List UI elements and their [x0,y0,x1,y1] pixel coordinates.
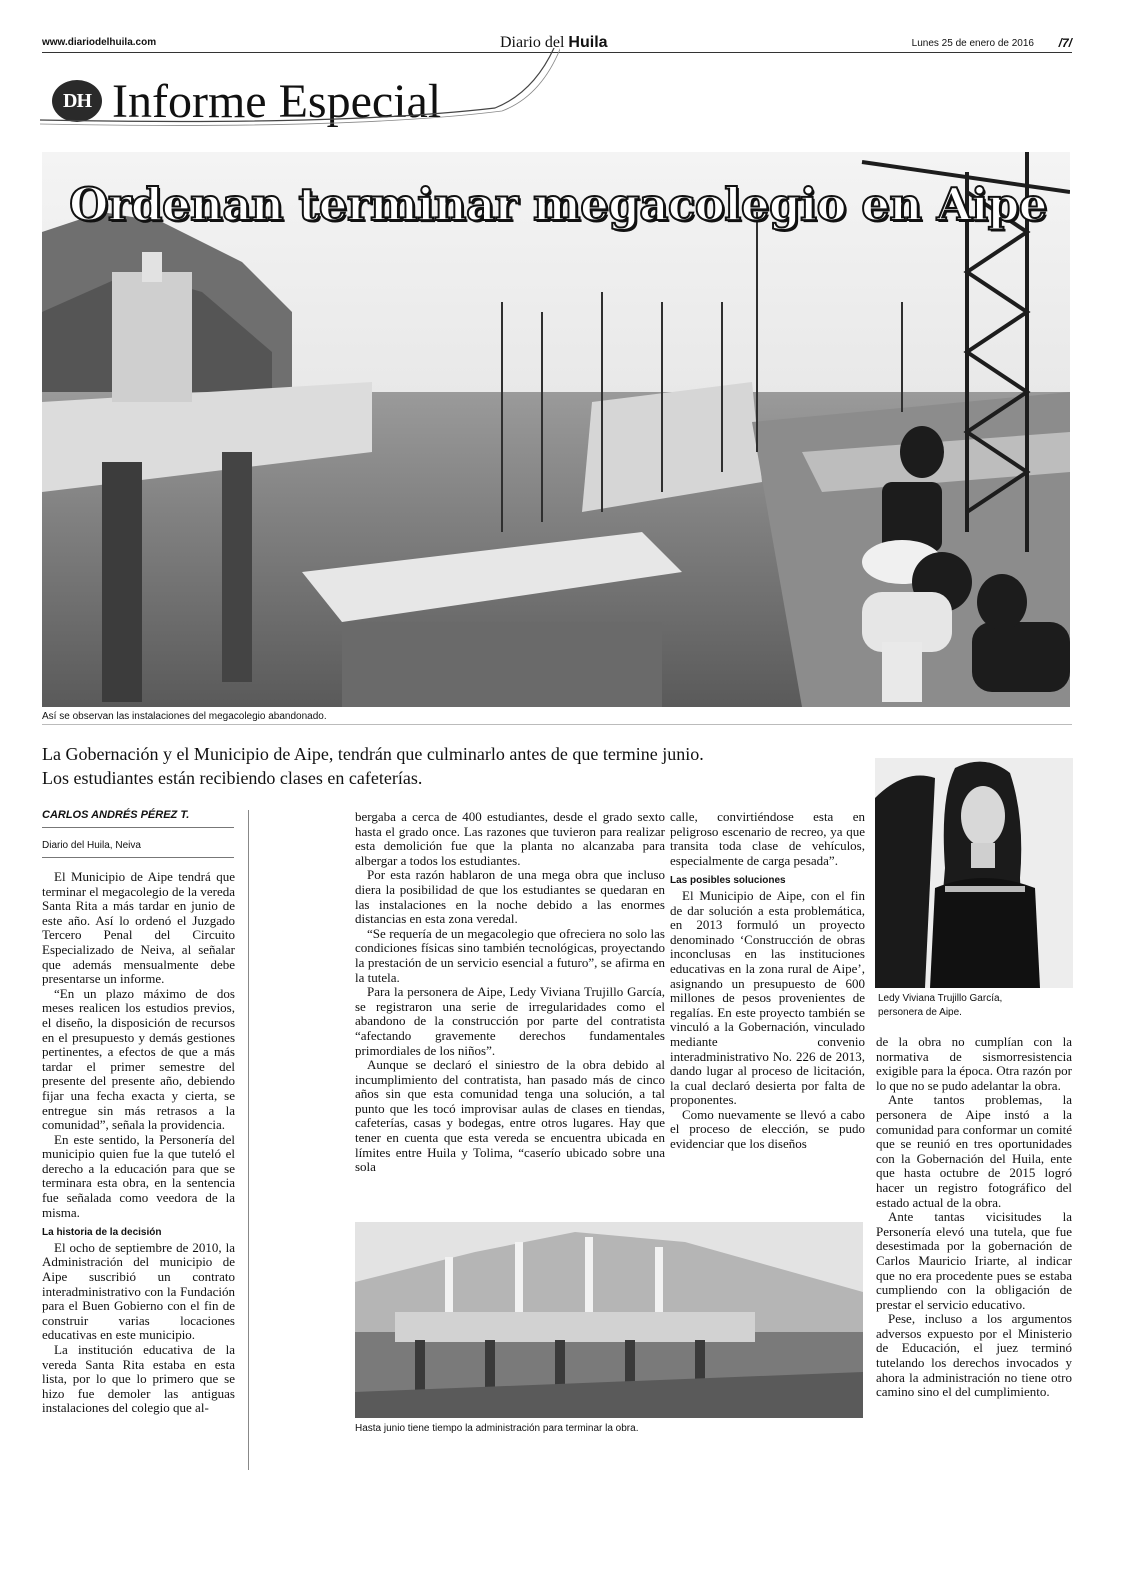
subhead-history: La historia de la decisión [42,1227,162,1239]
author-name: CARLOS ANDRÉS PÉREZ T. [42,809,234,828]
paragraph: Por esta razón hablaron de una mega obra que incluso diera la posibilidad de que los estudiantes se quedaran en las instalaciones en la noche debido a las enormes distancias en esta zona veredal. [355,867,665,927]
hero-photo-caption: Así se observan las instalaciones del megacolegio abandonado. [42,711,327,722]
portrait-illustration [875,758,1073,988]
paragraph: En este sentido, la Personería del municipio quien fue la que tuteló el derecho a la educación para que se terminara esta obra, en la sentencia fue señalada como veedora de la misma. [42,1131,235,1220]
article-column-1 [42,870,235,1416]
paragraph: El ocho de septiembre de 2010, la Administración del municipio de Aipe suscribió un contrato interadministrativo con la Fundación para el Buen Gobierno con el fin de construir varias locaciones educativas en este municipio. [42,1239,235,1343]
dateline: Diario del Huila, Neiva [42,840,234,858]
deck-line-1: La Gobernación y el Municipio de Aipe, tendrán que culminarlo antes de que termine junio. [42,744,704,764]
paragraph: Como nuevamente se llevó a cabo el proceso de elección, se pudo evidenciar que los diseños [670,1106,865,1152]
secondary-photo-caption: Hasta junio tiene tiempo la administración para terminar la obra. [355,1423,639,1434]
paragraph: El Municipio de Aipe, con el fin de dar solución a esta problemática, en 2013 formuló un proyecto denominado ‘Construcción de obras inconclusas en las instituciones educativas en la zona rural de Aipe’, asignando un presupuesto de 600 millones de pesos provenientes de regalías. En este proyecto también se vinculó a la Gobernación, vinculado mediante convenio interadministrativo No. 226 de 2013, dando lugar al proceso de licitación, la cual declaró desierta por falta de proponentes. [670,887,865,1108]
section-swoosh-decoration [40,48,560,138]
page-number: /7/ [1058,36,1072,50]
paragraph: Ante tantas vicisitudes la Personería elevó una tutela, que fue desestimada por la gobernación de Carlos Mauricio Iriarte, al indicar que no era procedente pues se estaba cumpliendo con la obligación de prestar el servicio educativo. [876,1209,1072,1312]
portrait-photo [875,758,1073,988]
caption-rule [42,724,1072,725]
portrait-caption-role: personera de Aipe. [878,1007,962,1018]
paragraph: La institución educativa de la vereda Santa Rita estaba en esta lista, por lo que lo primero que se hizo fue demoler las antiguas instalaciones del colegio que al- [42,1342,235,1416]
paragraph: calle, convirtiéndose esta en peligroso escenario de recreo, ya que transita toda clase de vehículos, especialmente de carga pesada”. [670,809,865,868]
hero-photo-construction-site [42,152,1070,707]
secondary-photo-structure [355,1222,863,1418]
structure-illustration [355,1222,863,1418]
paragraph: “Se requería de un megacolegio que ofreciera no solo las condiciones físicas sino también tecnológicas, proyectando la prestación de un servicio esencial a futuro”, se afirma en la tutela. [355,925,665,985]
issue-date: Lunes 25 de enero de 2016 [911,38,1034,49]
paragraph: Para la personera de Aipe, Ledy Viviana Trujillo García, se registraron una serie de irregularidades como el abandono de la construcción por parte del contratista “afectando gravemente derechos fundamentales primordiales de los niños”. [355,984,665,1058]
portrait-caption [878,992,1068,1020]
paragraph: bergaba a cerca de 400 estudiantes, desde el grado sexto hasta el grado once. Las razones que tuvieron para realizar esta demolición fue que la planta no alcanzaba para albergar a todos los estudiantes. [355,809,665,868]
portrait-caption-name: Ledy Viviana Trujillo García, [878,993,1003,1004]
paragraph: Aunque se declaró el siniestro de la obra debido al incumplimiento del contratista, han pasado más de cinco años sin que esta comunidad tenga una solución, a tal punto que les tocó improvisar aulas de clases en tiendas, cafeterías, casas y bodegas, entre otros lugares. Hay que tener en cuenta que esta vereda se encuentra ubicada en límites entre Huila y Tolima, “caserío ubicado sobre una sola [355,1057,665,1175]
website-url: www.diariodelhuila.com [42,37,157,48]
article-column-2 [355,810,665,1175]
paragraph: “En un plazo máximo de dos meses realicen los estudios previos, el diseño, la disposición de recursos en el presupuesto y demás gestiones pertinentes, a efectos de que a más tardar el primer semestre del presente del presente año, debiendo fijar una fecha exacta y cierta, se entregue sin más retrasos a la comunidad”, señala la providencia. [42,985,235,1133]
masthead-huila: Huila [568,34,608,51]
article-column-3 [670,810,865,1152]
article-headline: Ordenan terminar megacolegio en Aipe [69,178,1047,231]
masthead-diario: Diario del [500,34,569,51]
deck-line-2: Los estudiantes están recibiendo clases en cafeterías. [42,768,423,788]
section-title: Informe Especial [112,75,442,128]
article-column-4 [876,1035,1072,1400]
paragraph: Ante tantos problemas, la personera de Aipe instó a la comunidad para conformar un comité que se reunió en tres oportunidades con la Gobernación del Huila, ente que hasta octubre de 2015 logró hacer un registro fotográfico del estado actual de la obra. [876,1092,1072,1210]
article-deck [42,742,862,790]
paragraph: El Municipio de Aipe tendrá que terminar el megacolegio de la vereda Santa Rita a más tardar en junio de este año. Así lo ordenó el Juzgado Tercero Penal del Circuito Especializado de Neiva, al señalar que además mensualmente debe presentarse un informe. [42,869,235,987]
subhead-solutions: Las posibles soluciones [670,875,786,887]
paragraph: Pese, incluso a los argumentos adversos expuesto por el Ministerio de Educación, el juez terminó tutelando los derechos invocados y ahora la administración no tiene otro camino sino el del cumplimiento. [876,1311,1072,1400]
construction-illustration [42,152,1070,707]
paragraph: de la obra no cumplían con la normativa de sismorresistencia exigible para la época. Otra razón por lo que no se pudo adelantar la obra. [876,1034,1072,1093]
byline [42,809,234,858]
column-rule [248,810,249,1470]
dh-logo: DH [52,80,102,122]
